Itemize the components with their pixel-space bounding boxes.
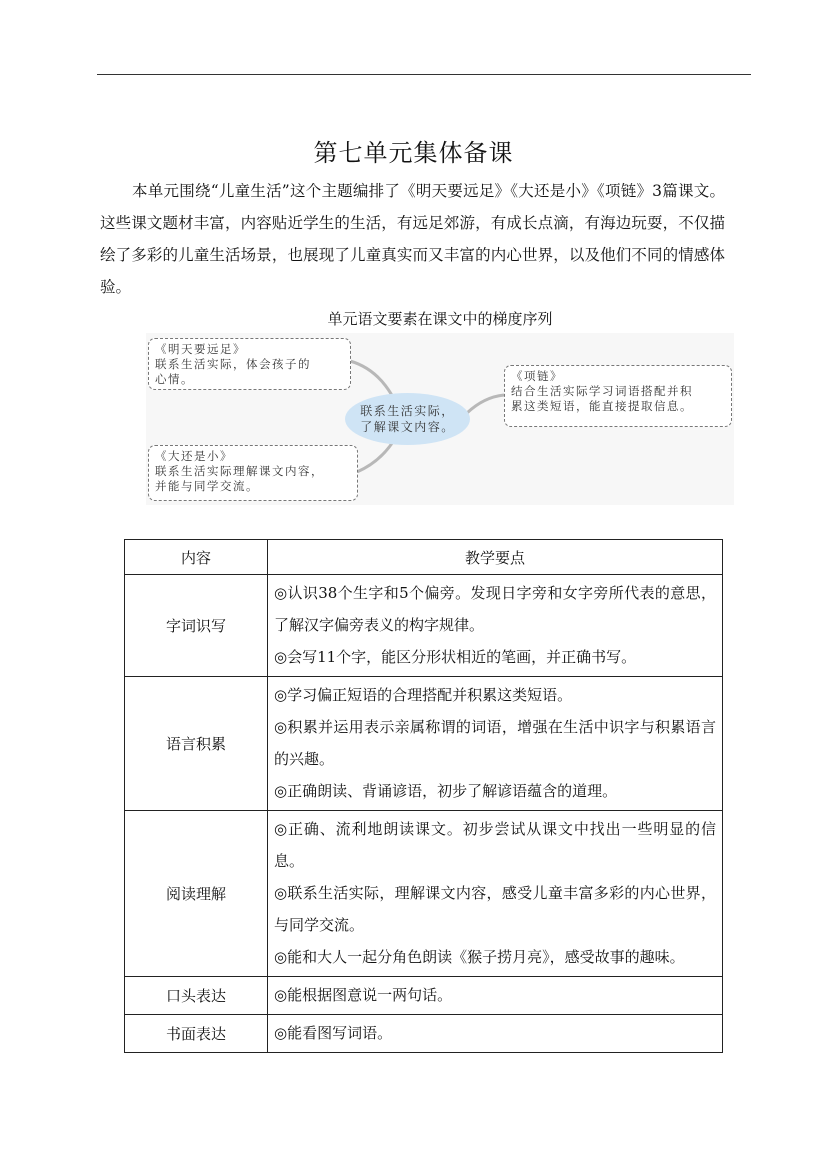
- node-line: 并能与同学交流。: [155, 479, 259, 493]
- header-teaching-points: 教学要点: [268, 540, 723, 575]
- row-points: [268, 677, 723, 811]
- page-title: 第七单元集体备课: [313, 139, 514, 167]
- row-category: 口头表达: [125, 977, 268, 1015]
- center-line: 联系生活实际，: [360, 404, 455, 418]
- mindmap-node-xianglian: [504, 365, 732, 427]
- header-content: 内容: [125, 540, 268, 575]
- mindmap-node-dahaishixiao: [148, 445, 358, 501]
- row-points: [268, 977, 723, 1015]
- table-row: [125, 677, 723, 811]
- row-points: [268, 811, 723, 977]
- node-title: 《明天要远足》: [155, 342, 246, 356]
- mindmap: [146, 333, 734, 505]
- node-line: 联系生活实际理解课文内容，: [155, 464, 324, 478]
- teaching-point: ◎会写11个字，能区分形状相近的笔画，并正确书写。: [274, 648, 637, 666]
- row-category: 语言积累: [125, 677, 268, 811]
- mindmap-caption: 单元语文要素在课文中的梯度序列: [327, 310, 553, 328]
- teaching-point: ◎学习偏正短语的合理搭配并积累这类短语。: [274, 686, 573, 704]
- node-line: 累这类短语，能直接提取信息。: [511, 399, 693, 413]
- row-category: 字词识写: [125, 575, 268, 677]
- teaching-point: ◎能看图写词语。: [274, 1024, 393, 1042]
- teaching-point: ◎正确朗读、背诵谚语，初步了解谚语蕴含的道理。: [274, 782, 618, 800]
- row-category: 书面表达: [125, 1015, 268, 1053]
- connector-node-3: [467, 395, 504, 413]
- node-line: 心情。: [155, 372, 194, 386]
- mindmap-center: [345, 393, 470, 445]
- teaching-point: ◎能根据图意说一两句话。: [274, 986, 453, 1004]
- table-header-row: [125, 540, 723, 575]
- node-title: 《大还是小》: [155, 449, 233, 463]
- node-line: 联系生活实际，体会孩子的: [155, 357, 311, 371]
- mindmap-node-mingtian: [148, 338, 351, 390]
- teaching-point: ◎认识38个生字和5个偏旁。发现日字旁和女字旁所代表的意思，了解汉字偏旁表义的构字规律。: [274, 584, 716, 634]
- table-row: [125, 811, 723, 977]
- teaching-point: ◎积累并运用表示亲属称谓的词语，增强在生活中识字与积累语言的兴趣。: [274, 718, 716, 768]
- table-row: [125, 1015, 723, 1053]
- node-title: 《项链》: [511, 369, 563, 383]
- center-line: 了解课文内容。: [360, 420, 455, 434]
- teaching-points-table: [124, 539, 723, 1053]
- table-row: [125, 977, 723, 1015]
- row-points: [268, 575, 723, 677]
- intro-paragraph: 本单元围绕“儿童生活”这个主题编排了《明天要远足》《大还是小》《项链》3篇课文。这些课文题材丰富，内容贴近学生的生活，有远足郊游，有成长点滴，有海边玩耍，不仅描绘了多彩的儿童生活场景，也展现了儿童真实而又丰富的内心世界，以及他们不同的情感体验。: [100, 182, 725, 296]
- teaching-point: ◎正确、流利地朗读课文。初步尝试从课文中找出一些明显的信息。: [274, 820, 716, 870]
- header-rule: [97, 74, 751, 75]
- teaching-point: ◎联系生活实际，理解课文内容，感受儿童丰富多彩的内心世界，与同学交流。: [274, 884, 716, 934]
- row-points: [268, 1015, 723, 1053]
- table-row: [125, 575, 723, 677]
- row-category: 阅读理解: [125, 811, 268, 977]
- teaching-point: ◎能和大人一起分角色朗读《猴子捞月亮》，感受故事的趣味。: [274, 948, 685, 966]
- node-line: 结合生活实际学习词语搭配并积: [511, 384, 693, 398]
